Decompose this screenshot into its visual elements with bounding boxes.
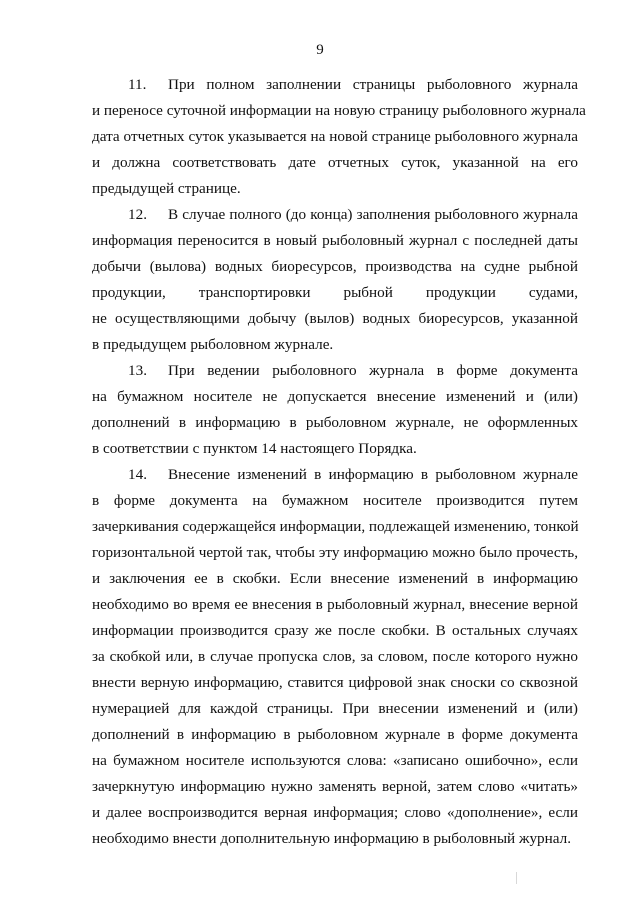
paragraph-line: необходимо во время ее внесения в рыболовный журнал, внесение верной — [92, 596, 578, 613]
document-body — [92, 72, 586, 852]
paragraph-line: информации производится сразу же после скобки. В остальных случаях — [92, 622, 578, 639]
paragraph-line: продукции, транспортировки рыбной продукции судами, — [92, 284, 578, 301]
paragraph-text: В случае полного (до конца) заполнения рыболовного журнала — [168, 206, 578, 223]
paragraph-line: в соответствии с пунктом 14 настоящего Порядка. — [92, 440, 417, 457]
paragraph-number: 13. — [128, 362, 147, 379]
paragraph-11 — [92, 72, 586, 202]
paragraph-text: При полном заполнении страницы рыболовного журнала — [168, 76, 578, 93]
paragraph-line: не осуществляющими добычу (вылов) водных биоресурсов, указанной — [92, 310, 578, 327]
paragraph-line: в предыдущем рыболовном журнале. — [92, 336, 334, 353]
paragraph-number: 14. — [128, 466, 147, 483]
paragraph-first-line — [92, 462, 578, 488]
paragraph-line: на бумажном носителе не допускается внесение изменений и (или) — [92, 388, 578, 405]
page-number: 9 — [316, 42, 324, 58]
paragraph-12 — [92, 202, 578, 358]
paragraph-line: внести верную информацию, ставится цифровой знак сноски со сквозной — [92, 674, 578, 691]
paragraph-line: необходимо внести дополнительную информацию в рыболовный журнал. — [92, 830, 572, 847]
paragraph-line: зачеркнутую информацию нужно заменять верной, затем слово «читать» — [92, 778, 578, 795]
paragraph-line: нумерацией для каждой страницы. При внесении изменений и (или) — [92, 700, 578, 717]
paragraph-first-line — [92, 358, 578, 384]
paragraph-13 — [92, 358, 578, 462]
paragraph-line: и далее воспроизводится верная информация; слово «дополнение», если — [92, 804, 578, 821]
paragraph-line: горизонтальной чертой так, чтобы эту информацию можно было прочесть, — [92, 544, 578, 561]
paragraph-line: дополнений в информацию в рыболовном журнале, не оформленных — [92, 414, 578, 431]
paragraph-first-line — [92, 72, 578, 98]
paragraph-line: предыдущей странице. — [92, 180, 241, 197]
paragraph-first-line — [92, 202, 578, 228]
paragraph-line: и заключения ее в скобки. Если внесение изменений в информацию — [92, 570, 578, 587]
paragraph-line: в форме документа на бумажном носителе производится путем — [92, 492, 578, 509]
paragraph-line: на бумажном носителе используются слова: «записано ошибочно», если — [92, 752, 578, 769]
paragraph-text: При ведении рыболовного журнала в форме документа — [168, 362, 578, 379]
paragraph-line: и переносе суточной информации на новую страницу рыболовного журнала — [92, 102, 586, 119]
paragraph-line: дополнений в информацию в рыболовном журнале в форме документа — [92, 726, 578, 743]
paragraph-14 — [92, 462, 578, 852]
scan-mark — [516, 872, 517, 884]
paragraph-line: за скобкой или, в случае пропуска слов, за словом, после которого нужно — [92, 648, 578, 665]
paragraph-text: Внесение изменений в информацию в рыболовном журнале — [168, 466, 578, 483]
paragraph-number: 12. — [128, 206, 147, 223]
paragraph-line: зачеркивания содержащейся информации, подлежащей изменению, тонкой — [92, 518, 579, 535]
paragraph-line: информация переносится в новый рыболовный журнал с последней даты — [92, 232, 578, 249]
paragraph-number: 11. — [128, 76, 147, 93]
paragraph-line: и должна соответствовать дате отчетных суток, указанной на его — [92, 154, 578, 171]
paragraph-line: дата отчетных суток указывается на новой странице рыболовного журнала — [92, 128, 578, 145]
paragraph-line: добычи (вылова) водных биоресурсов, производства на судне рыбной — [92, 258, 578, 275]
